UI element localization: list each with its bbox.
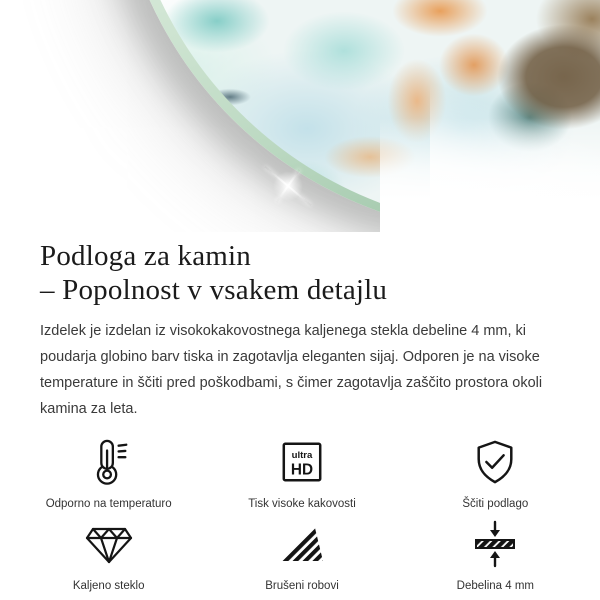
feature-polished-edges: [205, 519, 398, 592]
svg-text:HD: HD: [290, 461, 314, 479]
feature-label: Debelina 4 mm: [456, 580, 534, 592]
product-description: Izdelek je izdelan iz visokokakovostnega kaljenega stekla debeline 4 mm, ki poudarja globino barv tiska in zagotavlja eleganten sijaj. Odporen je na visoke temperature in ščiti pred poškodbami, s čimer zagotavlja zaščito prostora okoli kamina za leta.: [40, 323, 543, 417]
feature-label: Kaljeno steklo: [72, 580, 145, 592]
feature-label: Odporno na temperaturo: [45, 498, 172, 510]
content-section: [0, 239, 600, 422]
feature-protects: [399, 437, 592, 510]
polished-edges-icon: [279, 519, 325, 569]
feature-label: Brušeni robovi: [265, 580, 339, 592]
shield-check-icon: [472, 437, 518, 487]
page-title: [40, 239, 566, 307]
photo-fade-corner-overlay: [430, 80, 600, 232]
feature-tempered-glass: [12, 519, 205, 592]
product-image: [0, 0, 600, 232]
ultra-hd-icon: [279, 437, 325, 487]
feature-label: Tisk visoke kakovosti: [248, 498, 356, 510]
page-title-line2: – Popolnost v vsakem detajlu: [40, 274, 388, 306]
feature-label: Ščiti podlago: [462, 498, 529, 510]
page-title-line1: Podloga za kamin: [40, 240, 251, 272]
feature-thickness: [399, 519, 592, 592]
diamond-icon: [85, 519, 133, 569]
svg-text:ultra: ultra: [291, 450, 313, 462]
feature-print-quality: [205, 437, 398, 510]
feature-temperature: [12, 437, 205, 510]
thermometer-icon: [89, 437, 129, 487]
feature-grid: [12, 437, 592, 592]
thickness-icon: [471, 519, 519, 569]
